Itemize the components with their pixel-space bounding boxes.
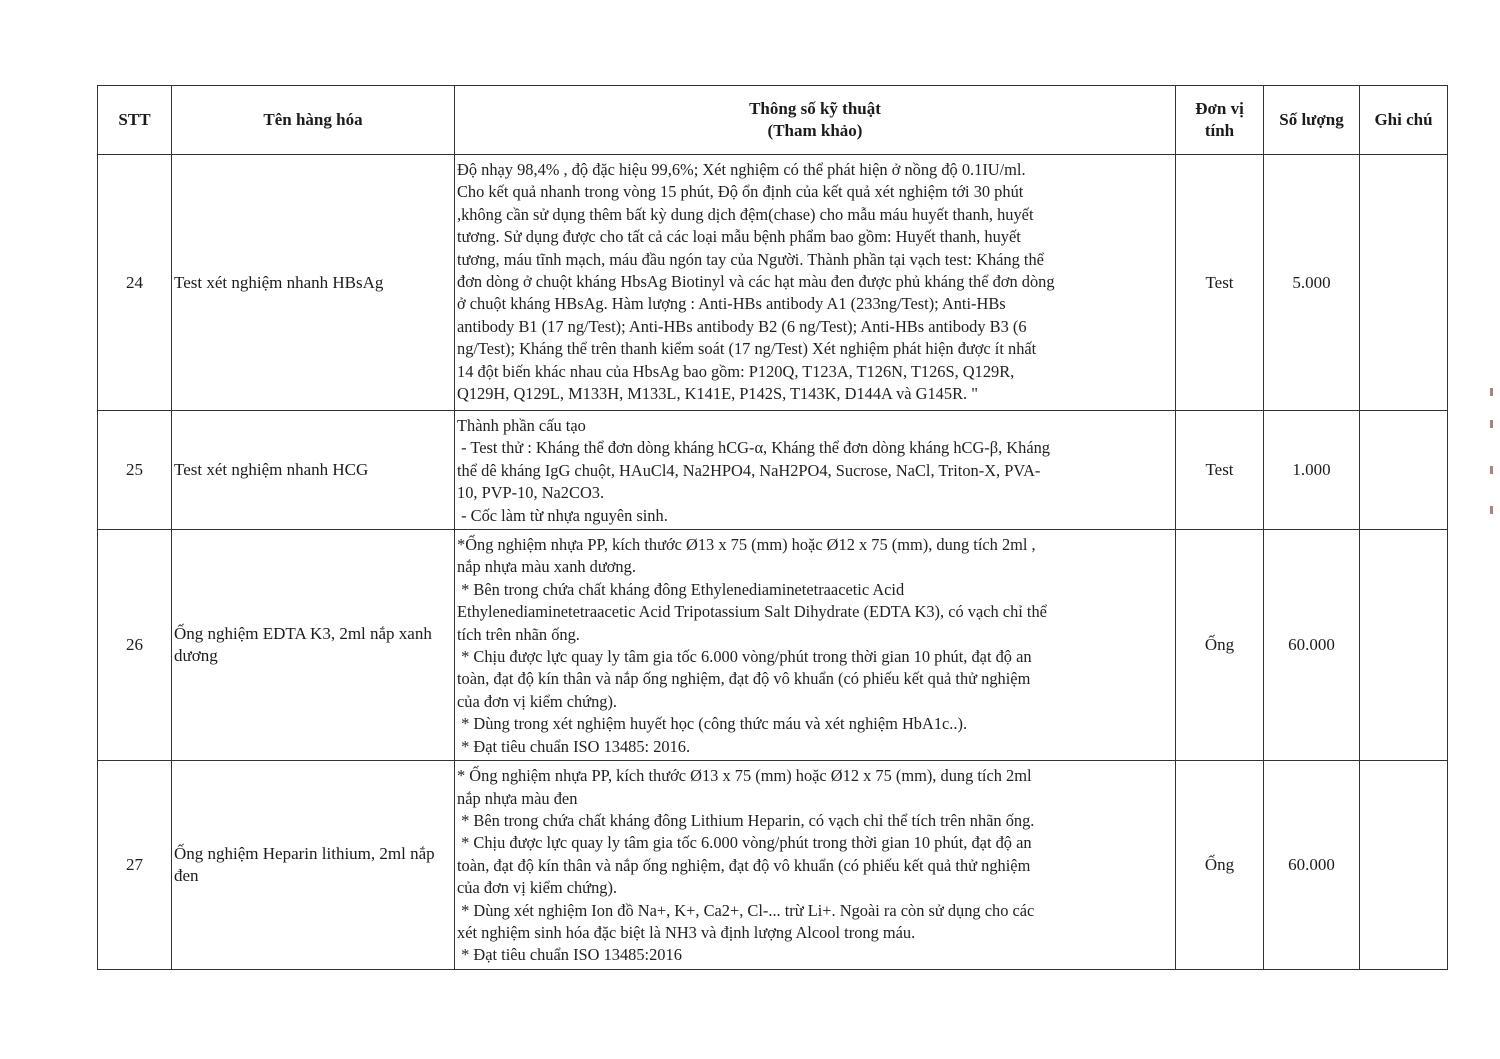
table-row: [98, 155, 1448, 411]
spec-line: Độ nhạy 98,4% , độ đặc hiệu 99,6%; Xét nghiệm có thể phát hiện ở nồng độ 0.1IU/ml.: [457, 160, 1026, 179]
spec-line: toàn, đạt độ kín thân và nắp ống nghiệm, đạt độ vô khuẩn (có phiếu kết quả thử nghiệm: [457, 669, 1031, 689]
spec-line: xét nghiệm sinh hóa đặc biệt là NH3 và định lượng Alcool trong máu.: [457, 922, 916, 942]
cell-stt: 24: [98, 155, 172, 411]
header-spec-subtitle: (Tham khảo): [767, 121, 863, 140]
cell-qty: 60.000: [1264, 761, 1360, 970]
header-spec: [455, 86, 1176, 155]
cell-qty: 1.000: [1264, 411, 1360, 530]
cell-name: Ống nghiệm EDTA K3, 2ml nắp xanh dương: [172, 530, 455, 761]
cell-spec: [455, 155, 1176, 411]
spec-line: thể dê kháng IgG chuột, HAuCl4, Na2HPO4, NaH2PO4, Sucrose, NaCl, Triton-X, PVA-: [457, 460, 1041, 480]
cell-stt: 27: [98, 761, 172, 970]
cell-qty: 60.000: [1264, 530, 1360, 761]
cell-unit: Test: [1176, 411, 1264, 530]
table-row: [98, 411, 1448, 530]
table-row: [98, 761, 1448, 970]
spec-line: * Bên trong chứa chất kháng đông Lithium Heparin, có vạch chỉ thể tích trên nhãn ống.: [457, 810, 1035, 830]
cell-name: Test xét nghiệm nhanh HBsAg: [172, 155, 455, 411]
spec-line: của đơn vị kiểm chứng).: [457, 691, 618, 711]
header-qty: Số lượng: [1264, 86, 1360, 155]
spec-line: đơn dòng ở chuột kháng HbsAg Biotinyl và các hạt màu đen được phủ kháng thể đơn dòng: [457, 272, 1055, 292]
header-spec-title: Thông số kỹ thuật: [749, 99, 881, 118]
cell-spec: [455, 411, 1176, 530]
spec-line: * Đạt tiêu chuẩn ISO 13485:2016: [457, 945, 682, 965]
spec-line: nắp nhựa màu xanh dương.: [457, 557, 636, 577]
spec-line: của đơn vị kiểm chứng).: [457, 878, 618, 898]
spec-line: * Dùng xét nghiệm Ion đồ Na+, K+, Ca2+, Cl-... trừ Li+. Ngoài ra còn sử dụng cho các: [457, 900, 1035, 920]
spec-line: antibody B1 (17 ng/Test); Anti-HBs antibody B2 (6 ng/Test); Anti-HBs antibody B3 (6: [457, 316, 1027, 336]
cell-spec: [455, 761, 1176, 970]
scan-margin-mark: [1490, 506, 1493, 514]
cell-name: Test xét nghiệm nhanh HCG: [172, 411, 455, 530]
cell-qty: 5.000: [1264, 155, 1360, 411]
spec-line: Cho kết quả nhanh trong vòng 15 phút, Độ ổn định của kết quả xét nghiệm tới 30 phút: [457, 182, 1024, 202]
spec-line: tương. Sử dụng được cho tất cả các loại mẫu bệnh phẩm bao gồm: Huyết thanh, huyết: [457, 227, 1021, 247]
header-unit-line1: Đơn vị: [1195, 99, 1244, 118]
spec-line: * Dùng trong xét nghiệm huyết học (công thức máu và xét nghiệm HbA1c..).: [457, 714, 968, 734]
spec-line: ,không cần sử dụng thêm bất kỳ dung dịch đệm(chase) cho mẫu máu huyết thanh, huyết: [457, 204, 1034, 224]
header-unit-line2: tính: [1204, 121, 1235, 140]
table-body: [98, 155, 1448, 970]
spec-line: ng/Test); Kháng thể trên thanh kiểm soát (17 ng/Test) Xét nghiệm phát hiện được ít nhất: [457, 339, 1037, 359]
spec-line: ở chuột kháng HBsAg. Hàm lượng : Anti-HBs antibody A1 (233ng/Test); Anti-HBs: [457, 294, 1006, 314]
spec-line: Q129H, Q129L, M133H, M133L, K141E, P142S, T143K, D144A và G145R. ": [457, 384, 978, 404]
cell-name: Ống nghiệm Heparin lithium, 2ml nắp đen: [172, 761, 455, 970]
cell-unit: Ống: [1176, 761, 1264, 970]
table-header-row: [98, 86, 1448, 155]
spec-line: 10, PVP-10, Na2CO3.: [457, 483, 605, 503]
cell-spec: [455, 530, 1176, 761]
scan-margin-mark: [1490, 466, 1493, 474]
goods-spec-table: [97, 85, 1448, 970]
scan-margin-mark: [1490, 388, 1493, 396]
spec-line: * Chịu được lực quay ly tâm gia tốc 6.000 vòng/phút trong thời gian 10 phút, đạt độ an: [457, 647, 1032, 667]
spec-line: tích trên nhãn ống.: [457, 624, 580, 644]
cell-stt: 26: [98, 530, 172, 761]
cell-note: [1360, 411, 1448, 530]
spec-line: * Bên trong chứa chất kháng đông Ethylenediaminetetraacetic Acid: [457, 579, 905, 599]
header-unit: [1176, 86, 1264, 155]
document-sheet: [97, 85, 1447, 970]
table-row: [98, 530, 1448, 761]
spec-line: 14 đột biến khác nhau của HbsAg bao gồm: P120Q, T123A, T126N, T126S, Q129R,: [457, 361, 1015, 381]
cell-note: [1360, 530, 1448, 761]
header-stt: STT: [98, 86, 172, 155]
header-note: Ghi chú: [1360, 86, 1448, 155]
spec-line: toàn, đạt độ kín thân và nắp ống nghiệm, đạt độ vô khuẩn (có phiếu kết quả thử nghiệm: [457, 855, 1031, 875]
spec-line: *Ống nghiệm nhựa PP, kích thước Ø13 x 75 (mm) hoặc Ø12 x 75 (mm), dung tích 2ml ,: [457, 535, 1036, 555]
spec-line: nắp nhựa màu đen: [457, 788, 578, 808]
spec-line: Thành phần cấu tạo: [457, 416, 586, 435]
cell-unit: Ống: [1176, 530, 1264, 761]
cell-unit: Test: [1176, 155, 1264, 411]
spec-line: * Đạt tiêu chuẩn ISO 13485: 2016.: [457, 736, 691, 756]
spec-line: - Test thử : Kháng thể đơn dòng kháng hCG-α, Kháng thể đơn dòng kháng hCG-β, Kháng: [457, 438, 1050, 458]
spec-line: - Cốc làm từ nhựa nguyên sinh.: [457, 505, 668, 525]
header-name: Tên hàng hóa: [172, 86, 455, 155]
spec-line: * Chịu được lực quay ly tâm gia tốc 6.000 vòng/phút trong thời gian 10 phút, đạt độ an: [457, 833, 1032, 853]
scan-margin-mark: [1490, 420, 1493, 428]
spec-line: tương, máu tĩnh mạch, máu đầu ngón tay của Người. Thành phần tại vạch test: Kháng thể: [457, 249, 1044, 269]
cell-stt: 25: [98, 411, 172, 530]
spec-line: Ethylenediaminetetraacetic Acid Tripotassium Salt Dihydrate (EDTA K3), có vạch chỉ thể: [457, 602, 1047, 622]
cell-note: [1360, 155, 1448, 411]
spec-line: * Ống nghiệm nhựa PP, kích thước Ø13 x 75 (mm) hoặc Ø12 x 75 (mm), dung tích 2ml: [457, 766, 1032, 786]
cell-note: [1360, 761, 1448, 970]
